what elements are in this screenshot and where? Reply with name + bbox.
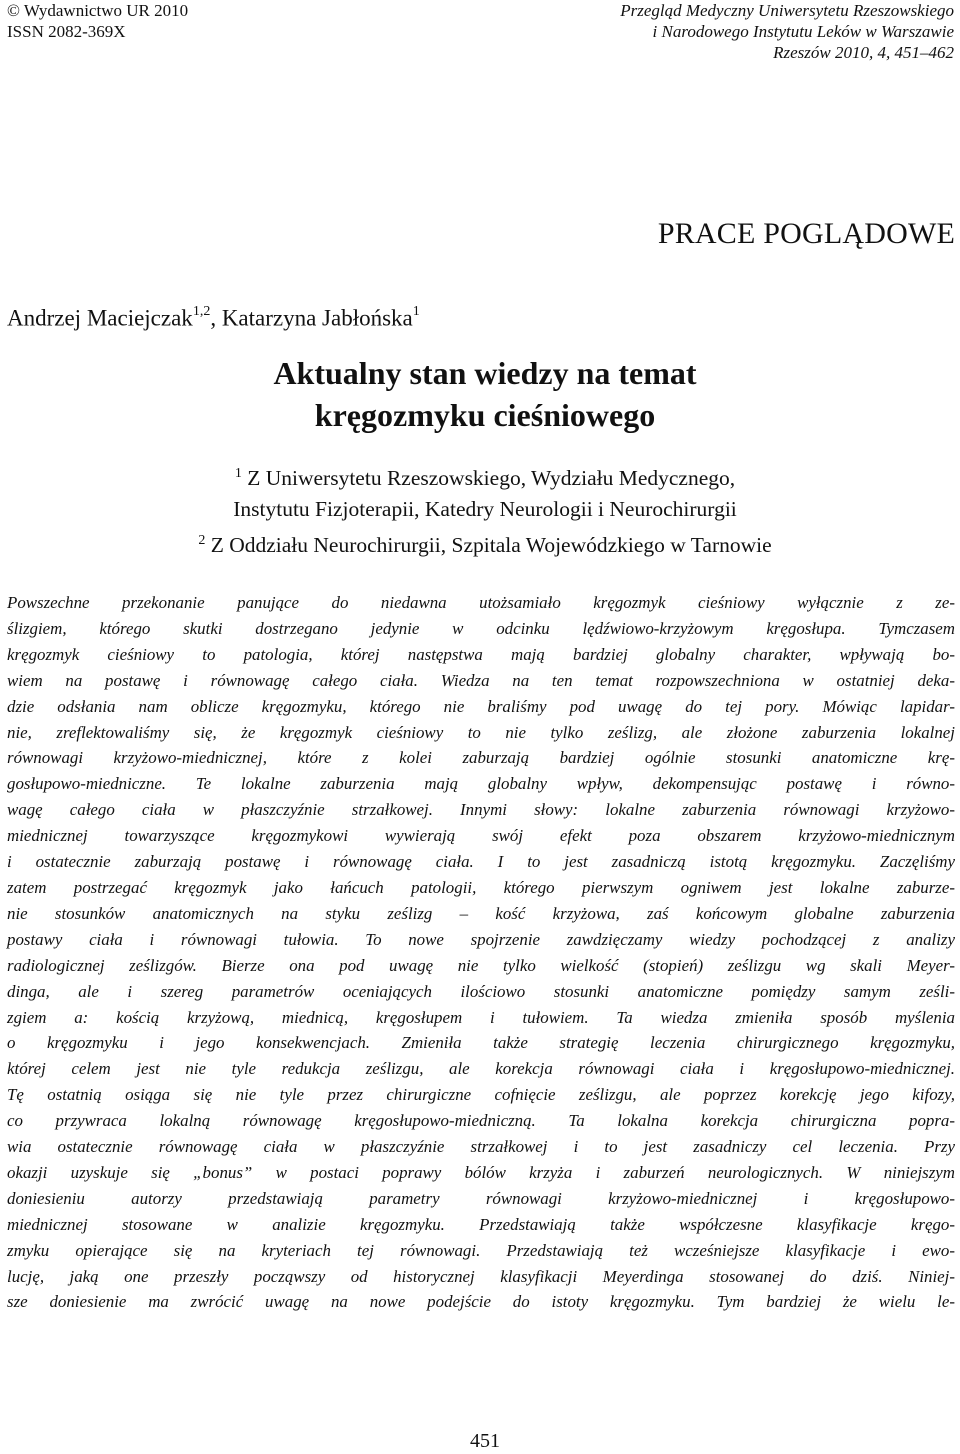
journal-name-line-2: i Narodowego Instytutu Leków w Warszawie [652,22,954,41]
article-title [0,352,960,436]
affiliation-line: Instytutu Fizjoterapii, Katedry Neurologii i Neurochirurgii [233,497,737,522]
journal-name-line-1: Przegląd Medyczny Uniwersytetu Rzeszowskiego [620,1,954,20]
title-line: Aktualny stan wiedzy na temat [273,355,697,391]
abstract-line: ślizgiem, którego skutki dostrzegano jedynie w odcinku lędźwiowo-krzyżowym kręgosłupa. Tymczasem [7,618,955,638]
abstract-line: doniesieniu autorzy przedstawiają parametry równowagi krzyżowo-miednicznej i kręgosłupowo- [7,1188,955,1208]
journal-issue-line: Rzeszów 2010, 4, 451–462 [773,43,954,62]
author-name: Andrzej Maciejczak [7,305,193,331]
abstract-line: o kręgozmyku i jego konsekwencjach. Zmieniła także strategię leczenia chirurgicznego kręgozmyku, [7,1033,955,1053]
affiliation-line: $^1$ Z Uniwersytetu Rzeszowskiego, Wydziału Medycznego, [234,466,736,491]
abstract-line: miednicznej stosowane w analizie kręgozmyku. Przedstawiają także współczesne klasyfikacje kręgo- [7,1214,955,1234]
abstract-line: Tę ostatnią osiąga się nie tyle przez chirurgiczne cofnięcie ześlizgu, ale poprzez korekcję jego kifozy, [7,1085,955,1105]
abstract-line: zgiem a: kością krzyżową, miednicą, kręgosłupem i tułowiem. Ta wiedza zmieniła sposób myślenia [7,1007,955,1027]
abstract-line: miednicznej towarzyszące kręgozmykowi wywierają swój efekt poza obszarem krzyżowo-miednicznym [7,826,955,846]
abstract-line: lucję, jaką one przeszły począwszy od historycznej klasyfikacji Meyerdinga stosowanej do dziś. Niniej- [7,1266,955,1286]
page-number: 451 [470,1430,500,1452]
affiliation-number: 1 [234,466,242,481]
author-affiliation-sup: 1 [412,304,420,319]
abstract-line: wiem na postawę i równowagę całego ciała. Wiedza na ten temat rozpowszechniona w ostatniej deka- [7,670,955,690]
publisher-line: © Wydawnictwo UR 2010 [7,1,189,20]
abstract-line: wagę całego ciała w płaszczyźnie strzałkowej. Innymi słowy: lokalne zaburzenia równowagi krzyżowo- [7,800,955,820]
abstract-line: radiologicznej ześlizgów. Bierze ona pod uwagę nie tylko wielkość (stopień) ześlizgu wg skali Meyer- [7,955,955,975]
abstract-line: dinga, ale i szereg parametrów oceniających ilościowo stosunki anatomiczne pomiędzy samym ześli- [7,981,955,1001]
abstract-line: postawy ciała i równowagi tułowia. To nowe spojrzenie zawdzięczamy wiedzy pochodzącej z analizy [7,929,955,949]
abstract-line: kręgozmyk cieśniowy to patologia, której następstwa mają bardziej globalny charakter, wpływają bo- [7,644,955,664]
affiliations [0,458,960,561]
section-heading: PRACE POGLĄDOWE [657,217,955,250]
abstract-line: nie, zreflektowaliśmy się, że kręgozmyk cieśniowy to nie tylko ześlizg, ale złożone zaburzenia lokalnej [7,722,955,742]
journal-publisher-block [7,0,188,42]
abstract-line: i ostatecznie zaburzają postawę i równowagę ciała. I to jest zasadniczą istotą kręgozmyku. Zaczęliśmy [7,852,955,872]
abstract-line: dzie odsłania nam oblicze kręgozmyku, którego nie braliśmy pod uwagę do tej pory. Mówiąc lapidar- [7,696,955,716]
author-list [7,298,420,335]
abstract-line: okazji uzyskuje się „bonus” w postaci poprawy bólów krzyża i zaburzeń neurologicznych. W niniejszym [7,1162,955,1182]
abstract-line: co przywraca lokalną równowagę kręgosłupowo-miedniczną. Ta lokalna korekcja chirurgiczna popra- [7,1111,955,1131]
issn-line: ISSN 2082-369X [7,22,126,41]
abstract-line: której celem jest nie tyle redukcja ześlizgu, ale korekcja równowagi ciała i kręgosłupowo-miednicznej. [7,1059,955,1079]
abstract-line: Powszechne przekonanie panujące do niedawna utożsamiało kręgozmyk cieśniowy wyłącznie z ze- [7,593,955,612]
abstract-line: wia ostatecznie równowagę ciała w płaszczyźnie strzałkowej i to jest zasadniczy cel leczenia. Przy [7,1137,955,1157]
title-line: kręgozmyku cieśniowego [314,397,656,433]
abstract [7,590,955,1315]
author-separator: , [210,305,222,331]
affiliation-number: 2 [198,533,206,549]
journal-title-block [620,0,954,63]
author-name: Katarzyna Jabłońska [221,305,413,331]
abstract-line: zmyku opierające się na kryteriach tej równowagi. Przedstawiają też wcześniejsze klasyfikacje i ewo- [7,1240,955,1260]
abstract-line: równowagi krzyżowo-miednicznej, które z kolei zaburzają bardziej ogólnie stosunki anatomiczne krę- [7,748,955,768]
abstract-line: zatem postrzegać kręgozmyk jako łańcuch patologii, którego pierwszym ogniwem jest lokalne zaburze- [7,877,955,897]
affiliation-line: $^2$ Z Oddziału Neurochirurgii, Szpitala Wojewódzkiego w Tarnowie [198,533,772,558]
abstract-line: gosłupowo-miedniczne. Te lokalne zaburzenia mają globalny wpływ, dekompensując postawę i równo- [7,774,955,794]
abstract-line: sze doniesienie ma zwrócić uwagę na nowe podejście do istoty kręgozmyku. Tym bardziej że wielu le- [7,1292,955,1312]
author-affiliation-sup: 1,2 [192,304,211,319]
abstract-line: nie stosunków anatomicznych na styku ześlizg – kość krzyżowa, zaś końcowym globalne zaburzenia [7,903,955,923]
